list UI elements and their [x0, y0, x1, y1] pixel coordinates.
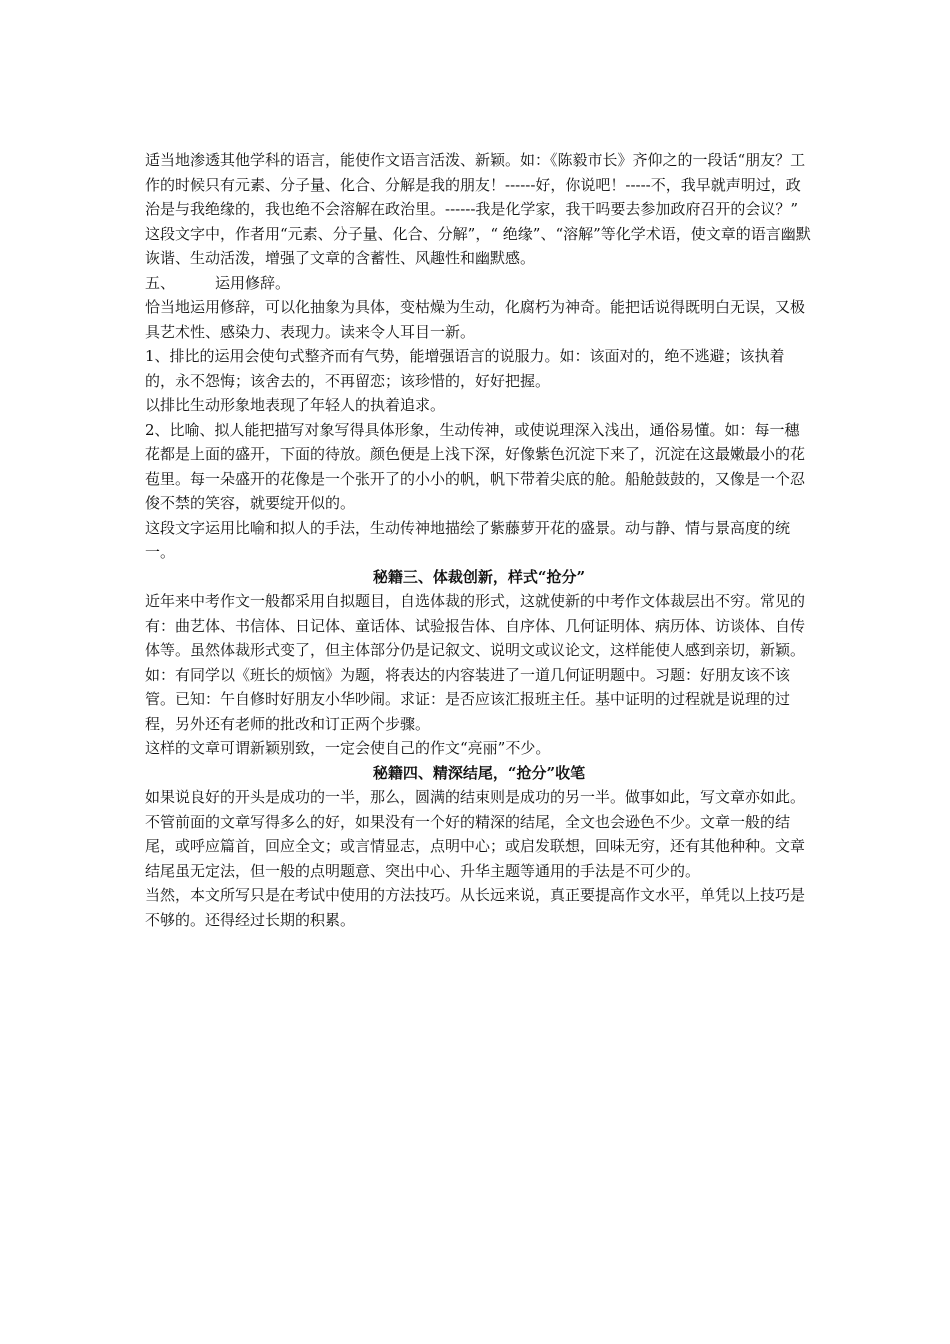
section-heading-4: 秘籍四、精深结尾，“抢分”收笔: [372, 763, 586, 782]
section-heading-5: [145, 271, 813, 296]
paragraph: 这段文字运用比喻和拟人的手法，生动传神地描绘了紫藤萝开花的盛景。动与静、情与景高度的统一。: [145, 518, 791, 561]
section-title: 运用修辞。: [215, 273, 291, 292]
paragraph: 这段文字中，作者用“元素、分子量、化合、分解”，“ 绝缘”、“溶解”等化学术语，使文章的语言幽默诙谐、生动活泼，增强了文章的含蓄性、风趣性和幽默感。: [145, 224, 811, 267]
section-number: 五、: [145, 273, 176, 292]
paragraph: 以排比生动形象地表现了年轻人的执着追求。: [145, 396, 446, 414]
document-body: [145, 148, 813, 932]
paragraph: 如果说良好的开头是成功的一半，那么，圆满的结束则是成功的另一半。做事如此，写文章亦如此。不管前面的文章写得多么的好，如果没有一个好的精深的结尾，全文也会逊色不少。文章一般的结尾，或呼应篇首，回应全文；或言情显志，点明中心；或启发联想，回味无穷，还有其他种种。文章结尾虽无定法，但一般的点明题意、突出中心、升华主题等通用的手法是不可少的。: [145, 788, 806, 880]
paragraph: 适当地渗透其他学科的语言，能使作文语言活泼、新颖。如：《陈毅市长》齐仰之的一段话“朋友？工作的时候只有元素、分子量、化合、分解是我的朋友！------好，你说吧！-----不，我早就声明过，政治是与我绝缘的，我也绝不会溶解在政治里。------我是化学家，我干吗要去参加政府召开的会议？”: [145, 151, 806, 218]
paragraph: 1、排比的运用会使句式整齐而有气势，能增强语言的说服力。如：该面对的，绝不逃避；该执着的，永不怨悔；该舍去的，不再留恋；该珍惜的，好好把握。: [145, 347, 785, 390]
paragraph: 近年来中考作文一般都采用自拟题目，自选体裁的形式，这就使新的中考作文体裁层出不穷。常见的有：曲艺体、书信体、日记体、童话体、试验报告体、自序体、几何证明体、病历体、访谈体、自传体等。虽然体裁形式变了，但主体部分仍是记叙文、说明文或议论文，这样能使人感到亲切，新颖。如：有同学以《班长的烦恼》为题，将表达的内容装进了一道几何证明题中。习题：好朋友该不该管。已知：午自修时好朋友小华吵闹。求证：是否应该汇报班主任。基中证明的过程就是说理的过程，另外还有老师的批改和订正两个步骤。: [145, 592, 806, 733]
paragraph: 这样的文章可谓新颖别致，一定会使自己的作文“亮丽”不少。: [145, 739, 551, 757]
paragraph: 2、比喻、拟人能把描写对象写得具体形象，生动传神，或使说理深入浅出，通俗易懂。如：每一穗花都是上面的盛开，下面的待放。颜色便是上浅下深，好像紫色沉淀下来了，沉淀在这最嫩最小的花苞里。每一朵盛开的花像是一个张开了的小小的帆，帆下带着尖底的舱。船舱鼓鼓的，又像是一个忍俊不禁的笑容，就要绽开似的。: [145, 420, 806, 512]
section-heading-3: 秘籍三、体裁创新，样式“抢分”: [372, 567, 586, 586]
paragraph: 恰当地运用修辞，可以化抽象为具体，变枯燥为生动，化腐朽为神奇。能把话说得既明白无误，又极具艺术性、感染力、表现力。读来令人耳目一新。: [145, 298, 806, 341]
paragraph: 当然，本文所写只是在考试中使用的方法技巧。从长远来说，真正要提高作文水平，单凭以上技巧是不够的。还得经过长期的积累。: [145, 886, 806, 929]
